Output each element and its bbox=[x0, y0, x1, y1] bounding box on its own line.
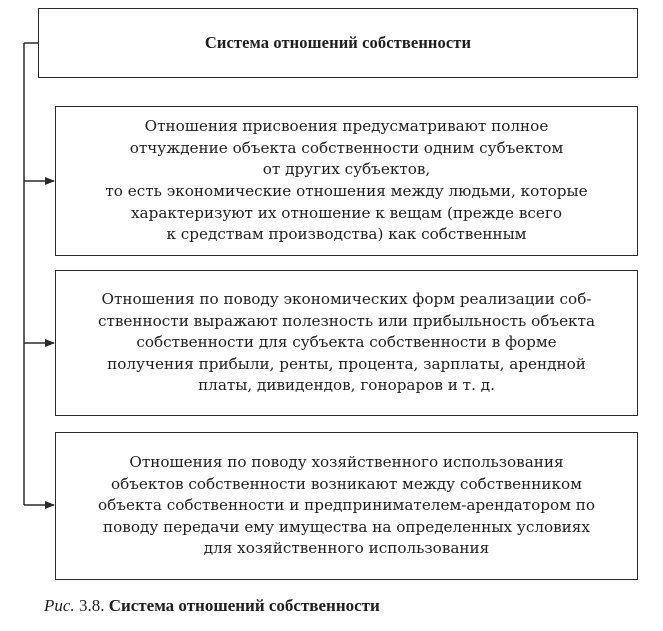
appropriation-relations-box bbox=[55, 106, 638, 256]
text-line: отчуждение объекта собственности одним субъектом bbox=[129, 138, 564, 157]
box-text bbox=[92, 289, 601, 397]
caption-number: 3.8. bbox=[78, 596, 105, 615]
box-text bbox=[92, 452, 601, 560]
diagram-title-box bbox=[38, 8, 638, 78]
text-line: ственности выражают полезность или прибыльность объекта bbox=[97, 311, 596, 330]
text-line: к средствам производства) как собственным bbox=[166, 225, 527, 244]
text-line: получения прибыли, ренты, процента, зарплаты, арендной bbox=[107, 354, 586, 373]
text-line: то есть экономические отношения между людьми, которые bbox=[105, 182, 588, 200]
caption-label: Рис. bbox=[44, 596, 75, 615]
text-line: собственности для субъекта собственности в форме bbox=[136, 333, 557, 352]
text-line: Отношения по поводу хозяйственного использования bbox=[129, 453, 564, 472]
caption-text: Система отношений собственности bbox=[108, 596, 380, 615]
text-line: платы, дивидендов, гонораров и т. д. bbox=[198, 376, 495, 395]
text-line: Отношения присвоения предусматривают полное bbox=[144, 117, 549, 136]
realization-forms-box bbox=[55, 270, 638, 416]
economic-use-box bbox=[55, 432, 638, 580]
box-text bbox=[99, 116, 593, 246]
text-line: объектов собственности возникают между собственником bbox=[110, 474, 582, 493]
text-line: Отношения по поводу экономических форм реализации соб- bbox=[101, 290, 592, 309]
text-line: от других субъектов, bbox=[262, 160, 431, 179]
diagram-title: Система отношений собственности bbox=[204, 33, 472, 52]
text-line: характеризуют их отношение к вещам (прежде всего bbox=[130, 203, 562, 222]
text-line: для хозяйственного использования bbox=[203, 539, 490, 558]
text-line: поводу передачи ему имущества на определенных условиях bbox=[103, 517, 590, 536]
figure-caption bbox=[44, 596, 380, 616]
text-line: объекта собственности и предпринимателем-арендатором по bbox=[98, 496, 595, 515]
